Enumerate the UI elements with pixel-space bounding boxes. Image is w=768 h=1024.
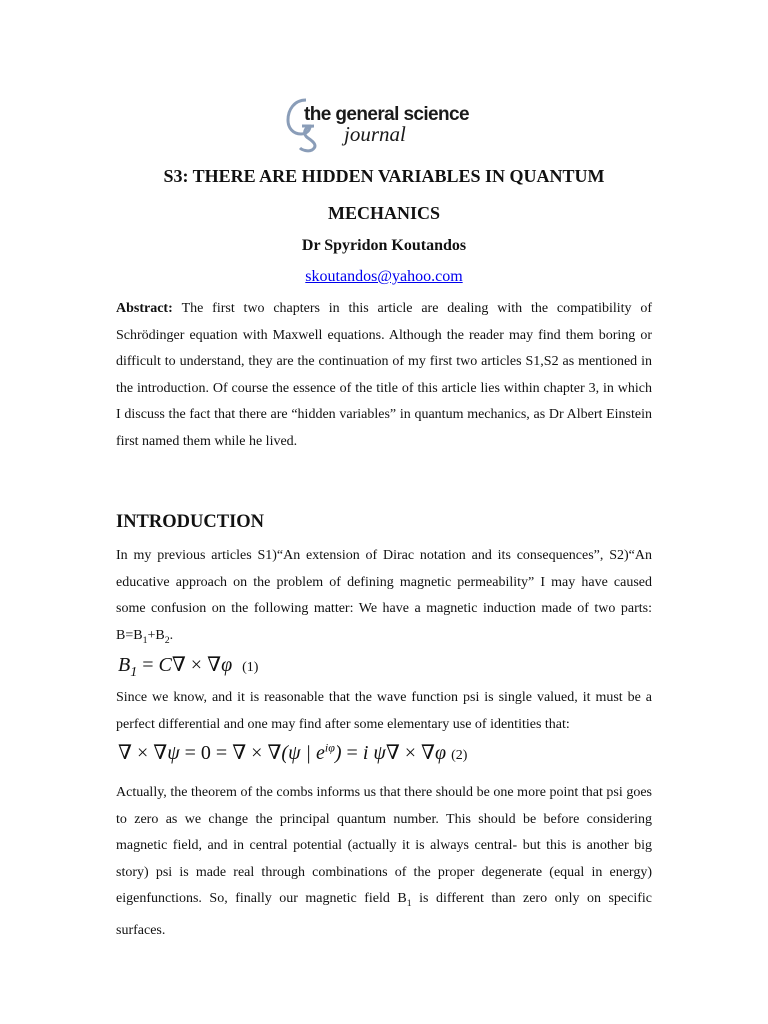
abstract-text: The first two chapters in this article are dealing with the compatibility of Schrödinger equation with Maxwell equations. Although the reader may find them boring or difficult to understand, they are the continuation of my first two articles S1,S2 as mentioned in the introduction. Of course the essence of the title of this article lies within chapter 3, in which I discuss the fact that there are “hidden variables” in quantum mechanics, as Dr Albert Einstein first named them while he lived. — [116, 301, 652, 449]
section-heading-introduction: INTRODUCTION — [116, 512, 265, 532]
article-title-line2: MECHANICS — [327, 203, 440, 223]
article-title-line1: S3: THERE ARE HIDDEN VARIABLES IN QUANTUM — [163, 166, 605, 186]
abstract-paragraph — [116, 296, 652, 456]
author-email-link[interactable]: skoutandos@yahoo.com — [305, 268, 463, 285]
logo-text-line2: journal — [344, 122, 406, 146]
abstract-label: Abstract: — [116, 301, 182, 316]
equation-1: $B_1 = C\nabla \times \nabla\varphi$ (1) — [118, 654, 259, 680]
author-name: Dr Spyridon Koutandos — [301, 237, 467, 254]
intro-paragraph-3 — [116, 780, 652, 944]
subscript: 1 — [406, 898, 412, 910]
equation-1-number: (1) — [242, 660, 259, 675]
journal-logo — [284, 92, 484, 154]
intro-text-a: In my previous articles S1)“An extension of Dirac notation and its consequences”, S2)“An educative approach on the problem of defining magnetic permeability” I may have caused some confusion on the following matter: We have a magnetic induction made of two parts: B=B — [116, 548, 652, 643]
intro-text-b: +B — [147, 627, 165, 643]
intro-text-3a: Actually, the theorem of the combs informs us that there should be one more point that psi goes to zero as we change the principal quantum number. This should be before considering magnetic field, and in central potential (actually it is always central- but this is another big story) psi is made real through combinations of the proper degenerate (equal in energy) eigenfunctions. So, finally our magnetic field B — [116, 785, 652, 907]
logo-text-line1: the general science — [304, 104, 469, 125]
subscript: 2 — [164, 634, 170, 646]
subscript: 1 — [142, 634, 148, 646]
equation-2: ∇ × ∇ψ = 0 = ∇ × ∇(ψ | $e^{i\varphi}) = i$ ψ∇ × ∇φ (2) — [118, 740, 468, 764]
intro-paragraph-1 — [116, 543, 652, 654]
intro-text-c: . — [169, 627, 174, 643]
intro-paragraph-2: Since we know, and it is reasonable that the wave function psi is single valued, it must be a perfect differential and one may find after some elementary use of identities that: — [116, 690, 652, 732]
equation-2-number: (2) — [451, 748, 468, 763]
intro-text-3b: is different than zero only on specific surfaces. — [116, 891, 653, 938]
